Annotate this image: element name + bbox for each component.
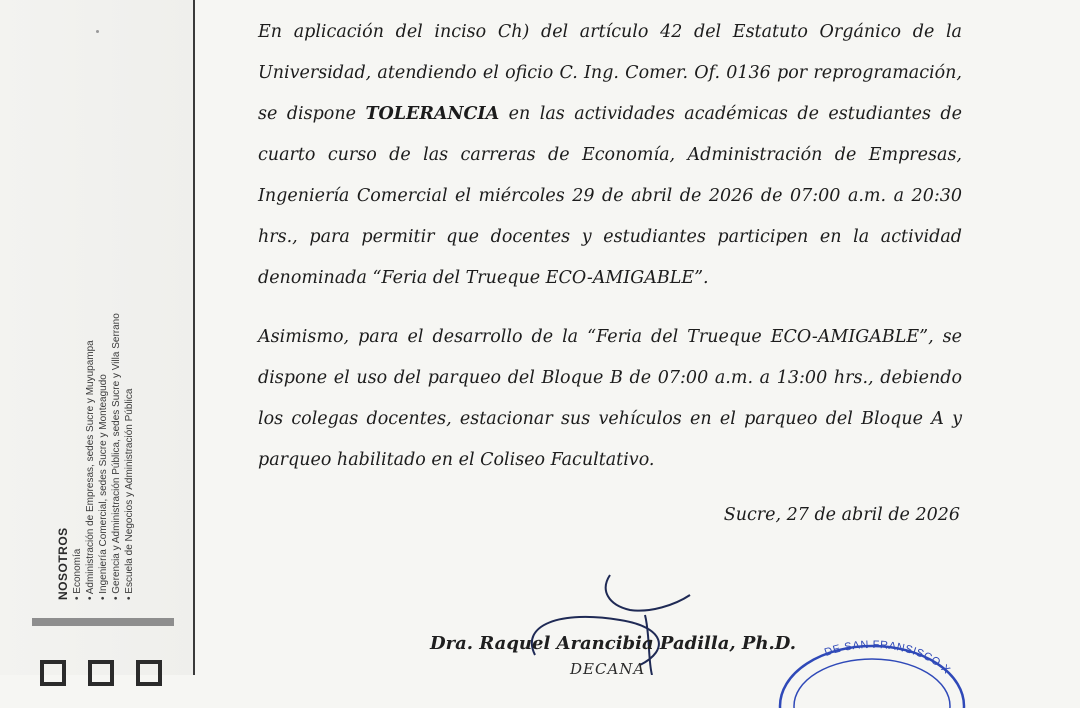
sidebar-item: • Economía [71, 180, 84, 600]
signer-role: DECANA [570, 660, 646, 678]
sidebar-item: • Administración de Empresas, sedes Sucre y Muyupampa [84, 180, 97, 600]
qr-code-icon [136, 660, 162, 686]
date-line: Sucre, 27 de abril de 2026 [723, 505, 960, 525]
sidebar-border [193, 0, 195, 675]
speck [96, 30, 99, 33]
sidebar-item: • Ingeniería Comercial, sedes Sucre y Monteagudo [97, 180, 110, 600]
qr-code-icon [88, 660, 114, 686]
signer-name: Dra. Raquel Arancibia Padilla, Ph.D. [430, 633, 797, 654]
sidebar-item: • Escuela de Negocios y Administración Pública [123, 180, 136, 600]
qr-code-icon [40, 660, 66, 686]
paragraph-parking: Asimismo, para el desarrollo de la “Feria del Trueque ECO-AMIGABLE”, se dispone el uso del parqueo del Bloque B de 07:00 a.m. a 13:00 hrs., debiendo los colegas docentes, estacionar sus vehículos en el parqueo del Bloque A y parqueo habilitado en el Coliseo Facultativo. [258, 327, 962, 470]
seal-text: DE SAN FRANSISCO X [822, 638, 953, 677]
sidebar-item: • Gerencia y Administración Pública, sedes Sucre y Villa Serrano [110, 180, 123, 600]
bold-keyword: TOLERANCIA [365, 104, 500, 124]
svg-text:DE SAN FRANSISCO X [823, 639, 953, 677]
sidebar-divider [32, 618, 174, 626]
handwritten-signature [500, 565, 720, 675]
sidebar-about-block [56, 180, 136, 600]
sidebar-list [71, 180, 136, 600]
paragraph-text: En aplicación del inciso Ch) del artículo 42 del Estatuto Orgánico de la Universidad, atendiendo el oficio C. Ing. Comer. Of. 0136 por reprogramación, se dispone [258, 22, 962, 124]
official-seal [770, 618, 970, 708]
paragraph-text: en las actividades académicas de estudiantes de cuarto curso de las carreras de Economía, Administración de Empresas, Ingeniería Comercial el miércoles 29 de abril de 2026 de 07:00 a.m. a 20:30 hrs., para permitir que docentes y estudiantes participen en la actividad denominada “Feria del Trueque ECO-AMIGABLE”. [258, 104, 962, 288]
sidebar [0, 0, 195, 675]
sidebar-heading: NOSOTROS [56, 527, 70, 600]
paragraph-tolerancia [258, 12, 962, 299]
document-body [258, 12, 962, 481]
